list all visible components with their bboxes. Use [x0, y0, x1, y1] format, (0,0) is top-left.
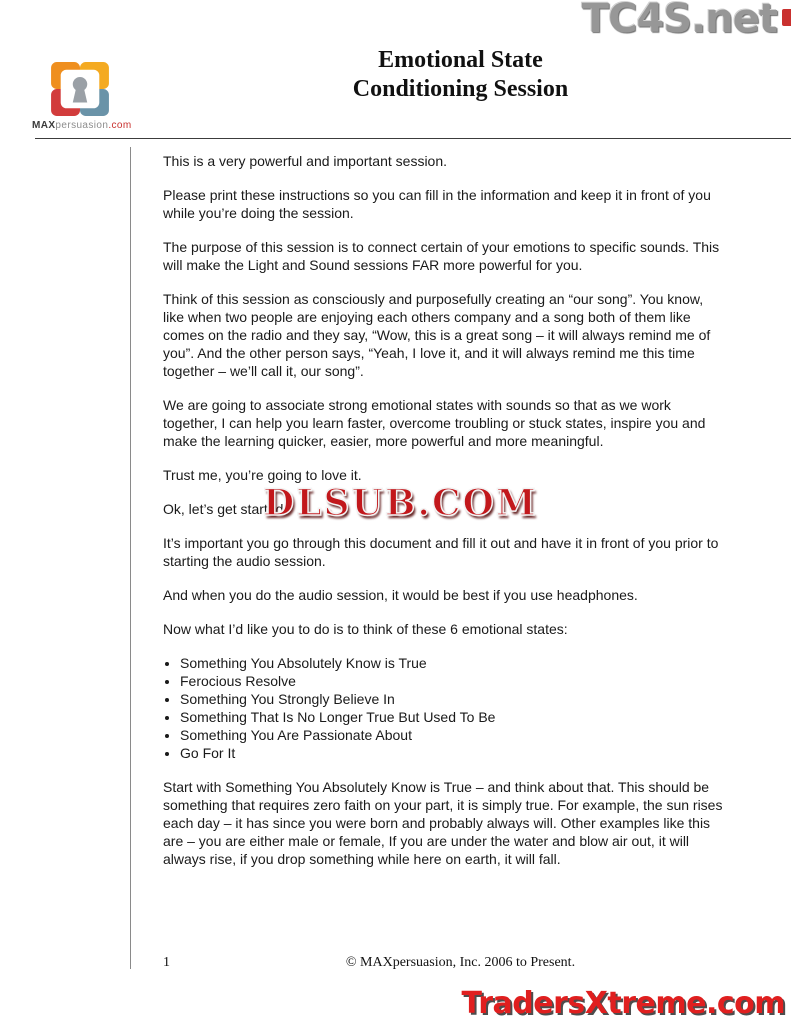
- list-item: • Something You Are Passionate About: [180, 726, 723, 744]
- page-footer: [130, 955, 791, 971]
- list-item: • Go For It: [180, 744, 723, 762]
- title-line-1: Emotional State: [378, 47, 543, 73]
- list-item: • Something That Is No Longer True But Used To Be: [180, 708, 723, 726]
- logo-wordmark: [32, 120, 132, 131]
- paragraph: Ok, let’s get started.: [163, 501, 288, 517]
- paragraph: It’s important you go through this document and fill it out and have it in front of you prior to starting the audio session.: [163, 535, 719, 569]
- page-number: 1: [163, 955, 170, 970]
- list-item: • Something You Absolutely Know is True: [180, 654, 723, 672]
- keyhole-logo-icon: [51, 62, 109, 116]
- header-divider: [35, 138, 791, 139]
- paragraph: Please print these instructions so you can fill in the information and keep it in front of you while you’re doing the session.: [163, 187, 711, 221]
- paragraph: Start with Something You Absolutely Know is True – and think about that. This should be something that requires zero faith on your part, it is simply true. For example, the sun rises each day – it has since you were born and probably always will. Other examples like this are – you are either male or female, If you are under the water and blow air out, it will always rise, if you drop something while here on earth, it will fall.: [163, 779, 723, 867]
- page-title: [130, 46, 791, 104]
- left-margin-line: [130, 147, 131, 969]
- paragraph: The purpose of this session is to connect certain of your emotions to specific sounds. This will make the Light and Sound sessions FAR more powerful for you.: [163, 239, 720, 273]
- red-edge-mark: [782, 9, 791, 26]
- copyright-text: © MAXpersuasion, Inc. 2006 to Present.: [345, 955, 576, 970]
- paragraph: Think of this session as consciously and purposefully creating an “our song”. You know, like when two people are enjoying each others company and a song both of them like comes on the radio and they say, “Wow, this is a great song – it will always remind me of you”. And the other person says, “Yeah, I love it, and it will always remind me this time together – we’ll call it, our song”.: [163, 291, 711, 379]
- list-item: • Ferocious Resolve: [180, 672, 723, 690]
- logo-domain: .com: [108, 120, 132, 131]
- logo-max: MAX: [32, 120, 56, 131]
- logo-persuasion: persuasion: [55, 120, 109, 131]
- paragraph: Trust me, you’re going to love it.: [163, 467, 362, 483]
- list-item: • Something You Strongly Believe In: [180, 690, 723, 708]
- tradersxtreme-watermark: TradersXtreme.com: [461, 986, 785, 1021]
- emotional-states-list: [163, 654, 723, 762]
- tc4s-watermark: TC4S.net: [581, 0, 777, 42]
- dlsub-watermark: DLSUB.COM: [263, 482, 538, 524]
- maxpersuasion-logo: [32, 62, 132, 131]
- paragraph: Now what I’d like you to do is to think of these 6 emotional states:: [163, 621, 568, 637]
- paragraph: And when you do the audio session, it would be best if you use headphones.: [163, 587, 638, 603]
- title-line-2: Conditioning Session: [352, 76, 569, 102]
- paragraph: We are going to associate strong emotional states with sounds so that as we work together, I can help you learn faster, overcome troubling or stuck states, inspire you and make the learning quicker, easier, more powerful and more meaningful.: [163, 397, 706, 449]
- paragraph: This is a very powerful and important session.: [163, 153, 448, 169]
